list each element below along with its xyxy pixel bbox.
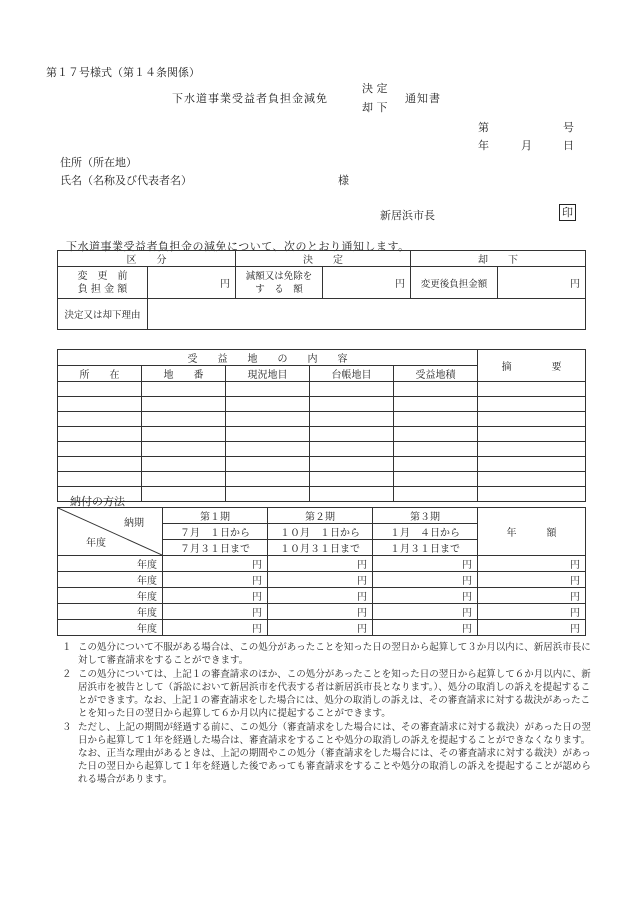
payment-method-title: 納付の方法 (70, 495, 125, 508)
table-row (58, 572, 586, 588)
period-2-to: １０月３１日まで (268, 540, 373, 556)
form-number: 第１７号様式（第１４条関係） (46, 66, 200, 79)
year-label: 年度 (58, 572, 163, 588)
table-row (58, 427, 586, 442)
payment-nouki-label: 納期 (124, 518, 144, 529)
land-table (57, 349, 586, 502)
seal-stamp: 印 (559, 204, 576, 221)
reduction-label-line1: 減額又は免除を (245, 270, 313, 282)
period-2-amount: 円 (268, 556, 373, 572)
legal-notes (62, 641, 592, 787)
date-day: 日 (563, 139, 574, 152)
period-3-amount: 円 (373, 572, 478, 588)
title-decision-option: 決 定 (362, 82, 388, 95)
payment-table (57, 507, 586, 636)
period-3-amount: 円 (373, 620, 478, 636)
table-row (58, 604, 586, 620)
number-suffix: 号 (563, 121, 574, 134)
decision-table (57, 250, 586, 330)
note-2-text: この処分については、上記１の審査請求のほか、この処分があったことを知った日の翌日から起算して６か月以内に、新居浜市を被告として（訴訟において新居浜市を代表する者は新居浜市長となります。）、処分の取消しの訴えを提起することができます。なお、上記１の審査請求をした場合には、処分の取消しの訴えは、その審査請求に対する裁決があったことを知った日の翌日から起算して６か月以内に提起することができます。 (78, 669, 591, 719)
reduction-value: 円 (323, 267, 411, 299)
period-2-amount: 円 (268, 572, 373, 588)
note-1 (62, 641, 592, 667)
reduction-label-line2: す る 額 (255, 283, 303, 295)
period-2-amount: 円 (268, 620, 373, 636)
note-2-number: ２ (62, 669, 72, 680)
period-3-amount: 円 (373, 604, 478, 620)
table-row (58, 442, 586, 457)
pre-amount-value: 円 (148, 267, 236, 299)
period-1-amount: 円 (163, 572, 268, 588)
reason-label: 決定又は却下理由 (58, 299, 148, 330)
pre-amount-label-line2: 負 担 金 額 (77, 283, 128, 295)
pre-amount-label (58, 267, 148, 299)
period-1-amount: 円 (163, 604, 268, 620)
period-3-amount: 円 (373, 556, 478, 572)
period-1-from: ７月 １日から (163, 524, 268, 540)
land-group-header: 受 益 地 の 内 容 (58, 350, 478, 366)
reason-value (148, 299, 586, 330)
period-1-amount: 円 (163, 556, 268, 572)
header-kubun: 区 分 (58, 251, 236, 267)
post-amount-label: 変更後負担金額 (411, 267, 498, 299)
annual-amount: 円 (478, 620, 586, 636)
payment-nendo-label: 年度 (86, 538, 106, 549)
table-row (58, 620, 586, 636)
reduction-label (236, 267, 323, 299)
year-label: 年度 (58, 556, 163, 572)
annual-amount: 円 (478, 556, 586, 572)
land-remarks-header: 摘 要 (478, 350, 586, 382)
document-title: 下水道事業受益者負担金減免 (172, 92, 328, 105)
year-label: 年度 (58, 620, 163, 636)
table-row (58, 588, 586, 604)
table-row (58, 382, 586, 397)
title-rejection-option: 却 下 (362, 101, 388, 114)
annual-amount: 円 (478, 604, 586, 620)
table-row (58, 457, 586, 472)
land-col-area: 受益地積 (394, 366, 478, 382)
table-row (58, 397, 586, 412)
number-prefix: 第 (478, 121, 489, 134)
note-3-text: ただし、上記の期間が経過する前に、この処分（審査請求をした場合には、その審査請求に対する裁決）があった日の翌日から起算して１年を経過した場合は、審査請求をすることや処分の取消しの訴えを提起することができなくなります。なお、正当な理由があるときは、上記の期間やこの処分（審査請求をした場合には、その審査請求に対する裁決）があった日の翌日から起算して１年を経過した後であっても審査請求をすることや処分の取消しの訴えを提起することが認められる場合があります。 (78, 722, 591, 785)
table-row (58, 472, 586, 487)
annual-amount: 円 (478, 588, 586, 604)
note-1-text: この処分について不服がある場合は、この処分があったことを知った日の翌日から起算して３か月以内に、新居浜市長に対して審査請求をすることができます。 (78, 642, 591, 666)
post-amount-value: 円 (498, 267, 586, 299)
land-col-lot: 地 番 (142, 366, 226, 382)
date-month: 月 (521, 139, 532, 152)
annual-header: 年 額 (478, 508, 586, 556)
issuer-mayor: 新居浜市長 (380, 209, 435, 222)
period-1-to: ７月３１日まで (163, 540, 268, 556)
header-kyakka: 却 下 (411, 251, 586, 267)
address-label: 住所（所在地） (60, 156, 137, 169)
table-row (58, 556, 586, 572)
period-1-amount: 円 (163, 620, 268, 636)
land-col-location: 所 在 (58, 366, 142, 382)
period-1-amount: 円 (163, 588, 268, 604)
period-3-amount: 円 (373, 588, 478, 604)
diagonal-line (58, 508, 162, 555)
period-3-name: 第３期 (373, 508, 478, 524)
land-col-current-use: 現況地目 (226, 366, 310, 382)
intro-text: 下水道事業受益者負担金の減免について、次のとおり通知します。 (66, 240, 410, 253)
period-1-name: 第１期 (163, 508, 268, 524)
period-2-name: 第２期 (268, 508, 373, 524)
pre-amount-label-line1: 変 更 前 (77, 270, 128, 282)
table-row (58, 487, 586, 502)
period-3-to: １月３１日まで (373, 540, 478, 556)
date-year: 年 (478, 139, 489, 152)
header-kettei: 決 定 (236, 251, 411, 267)
note-3-number: ３ (62, 722, 72, 733)
period-2-from: １０月 １日から (268, 524, 373, 540)
name-label: 氏名（名称及び代表者名） (60, 174, 192, 187)
year-label: 年度 (58, 588, 163, 604)
period-2-amount: 円 (268, 588, 373, 604)
annual-amount: 円 (478, 572, 586, 588)
honorific: 様 (338, 174, 349, 187)
land-col-registered-use: 台帳地目 (310, 366, 394, 382)
period-2-amount: 円 (268, 604, 373, 620)
period-3-from: １月 ４日から (373, 524, 478, 540)
document-title-suffix: 通知書 (405, 92, 441, 105)
payment-corner-cell (58, 508, 163, 556)
year-label: 年度 (58, 604, 163, 620)
table-row (58, 412, 586, 427)
note-2 (62, 668, 592, 720)
note-1-number: １ (62, 642, 72, 653)
note-3 (62, 721, 592, 786)
